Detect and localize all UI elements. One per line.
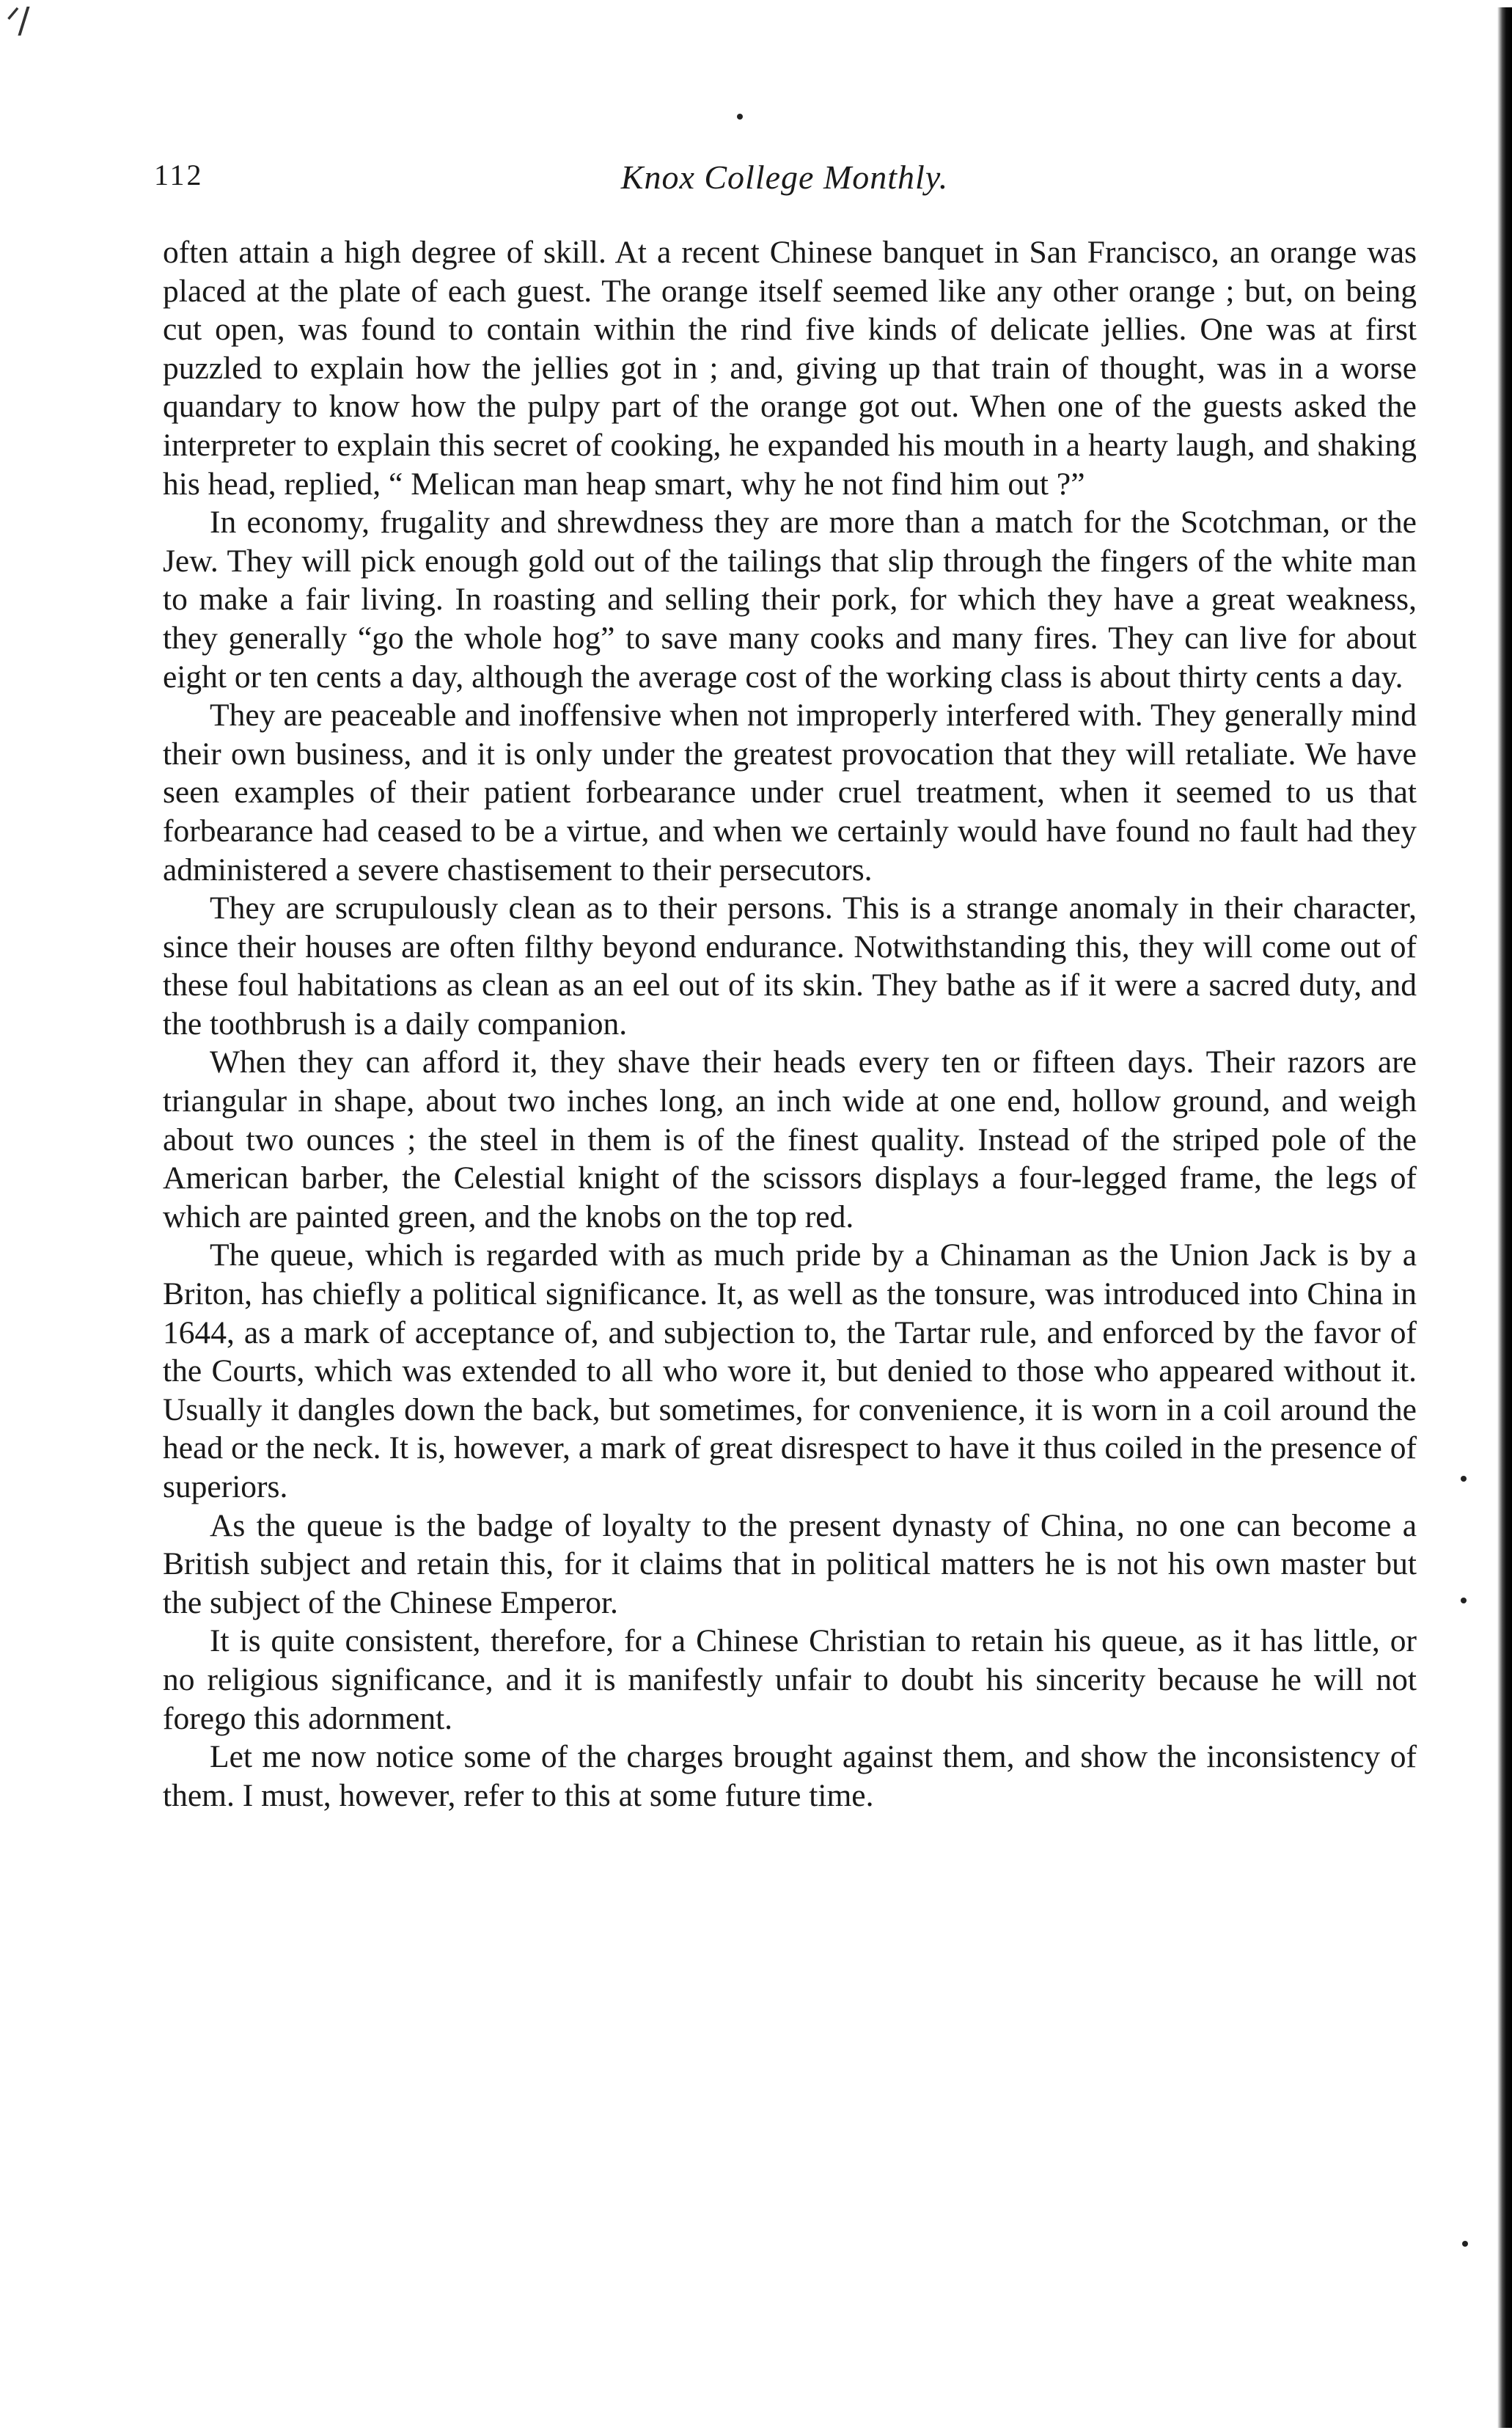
- running-title: Knox College Monthly.: [620, 158, 949, 196]
- paragraph: It is quite consistent, therefore, for a Chinese Christian to retain his queue, as it has little, or no religious significance, and it is manifestly unfair to doubt his sincerity because he will not forego this adornment.: [163, 1623, 1417, 1736]
- page-edge-shadow: [1497, 7, 1512, 2428]
- paragraph: Let me now notice some of the charges brought against them, and show the inconsistency of them. I must, however, refer to this at some future time.: [163, 1739, 1417, 1813]
- article-body: [163, 233, 1417, 1815]
- paragraph: The queue, which is regarded with as much pride by a Chinaman as the Union Jack is by a Briton, has chiefly a political significance. It, as well as the tonsure, was introduced into China in 1644, as a mark of acceptance of, and subjection to, the Tartar rule, and enforced by the favor of the Courts, which was extended to all who wore it, but denied to those who appeared without it. Usually it dangles down the back, but sometimes, for convenience, it is worn in a coil around the head or the neck. It is, however, a mark of great disrespect to have it thus coiled in the presence of superiors.: [163, 1237, 1417, 1504]
- page-header: [154, 158, 1415, 209]
- dot-mark-top: [737, 114, 743, 120]
- paragraph: In economy, frugality and shrewdness they are more than a match for the Scotchman, or the Jew. They will pick enough gold out of the tailings that slip through the fingers of the white man to make a fair living. In roasting and selling their pork, for which they have a great weakness, they generally “go the whole hog” to save many cooks and many fires. They can live for about eight or ten cents a day, although the average cost of the working class is about thirty cents a day.: [163, 505, 1417, 695]
- paragraph: As the queue is the badge of loyalty to the present dynasty of China, no one can become a British subject and retain this, for it claims that in political matters he is not his own master but the subject of the Chinese Emperor.: [163, 1507, 1417, 1620]
- paragraph: They are peaceable and inoffensive when not improperly interfered with. They generally mind their own business, and it is only under the greatest provocation that they will retaliate. We have seen examples of their patient forbearance under cruel treatment, when it seemed to us that forbearance had ceased to be a virtue, and when we certainly would have found no fault had they administered a severe chastisement to their persecutors.: [163, 698, 1417, 888]
- page-number: 112: [154, 158, 204, 191]
- paragraph: When they can afford it, they shave their heads every ten or fifteen days. Their razors are triangular in shape, about two inches long, an inch wide at one end, hollow ground, and weigh about two ounces ; the steel in them is of the finest quality. Instead of the striped pole of the American barber, the Celestial knight of the scissors displays a four-legged frame, the legs of which are painted green, and the knobs on the top red.: [163, 1044, 1417, 1234]
- dot-mark-margin-1: [1461, 1476, 1467, 1482]
- corner-pencil-mark: ᐟ/: [6, 0, 27, 41]
- paragraph: often attain a high degree of skill. At a recent Chinese banquet in San Francisco, an orange was placed at the plate of each guest. The orange itself seemed like any other orange ; but, on being cut open, was found to contain within the rind five kinds of delicate jellies. One was at first puzzled to explain how the jellies got in ; and, giving up that train of thought, was in a worse quandary to know how the pulpy part of the orange got out. When one of the guests asked the interpreter to explain this secret of cooking, he expanded his mouth in a hearty laugh, and shaking his head, replied, “ Melican man heap smart, why he not find him out ?”: [163, 235, 1417, 502]
- dot-mark-margin-3: [1462, 2241, 1468, 2247]
- paragraph: They are scrupulously clean as to their persons. This is a strange anomaly in their character, since their houses are often filthy beyond endurance. Notwithstanding this, they will come out of these foul habitations as clean as an eel out of its skin. They bathe as if it were a sacred duty, and the toothbrush is a daily companion.: [163, 890, 1417, 1042]
- dot-mark-margin-2: [1461, 1598, 1467, 1603]
